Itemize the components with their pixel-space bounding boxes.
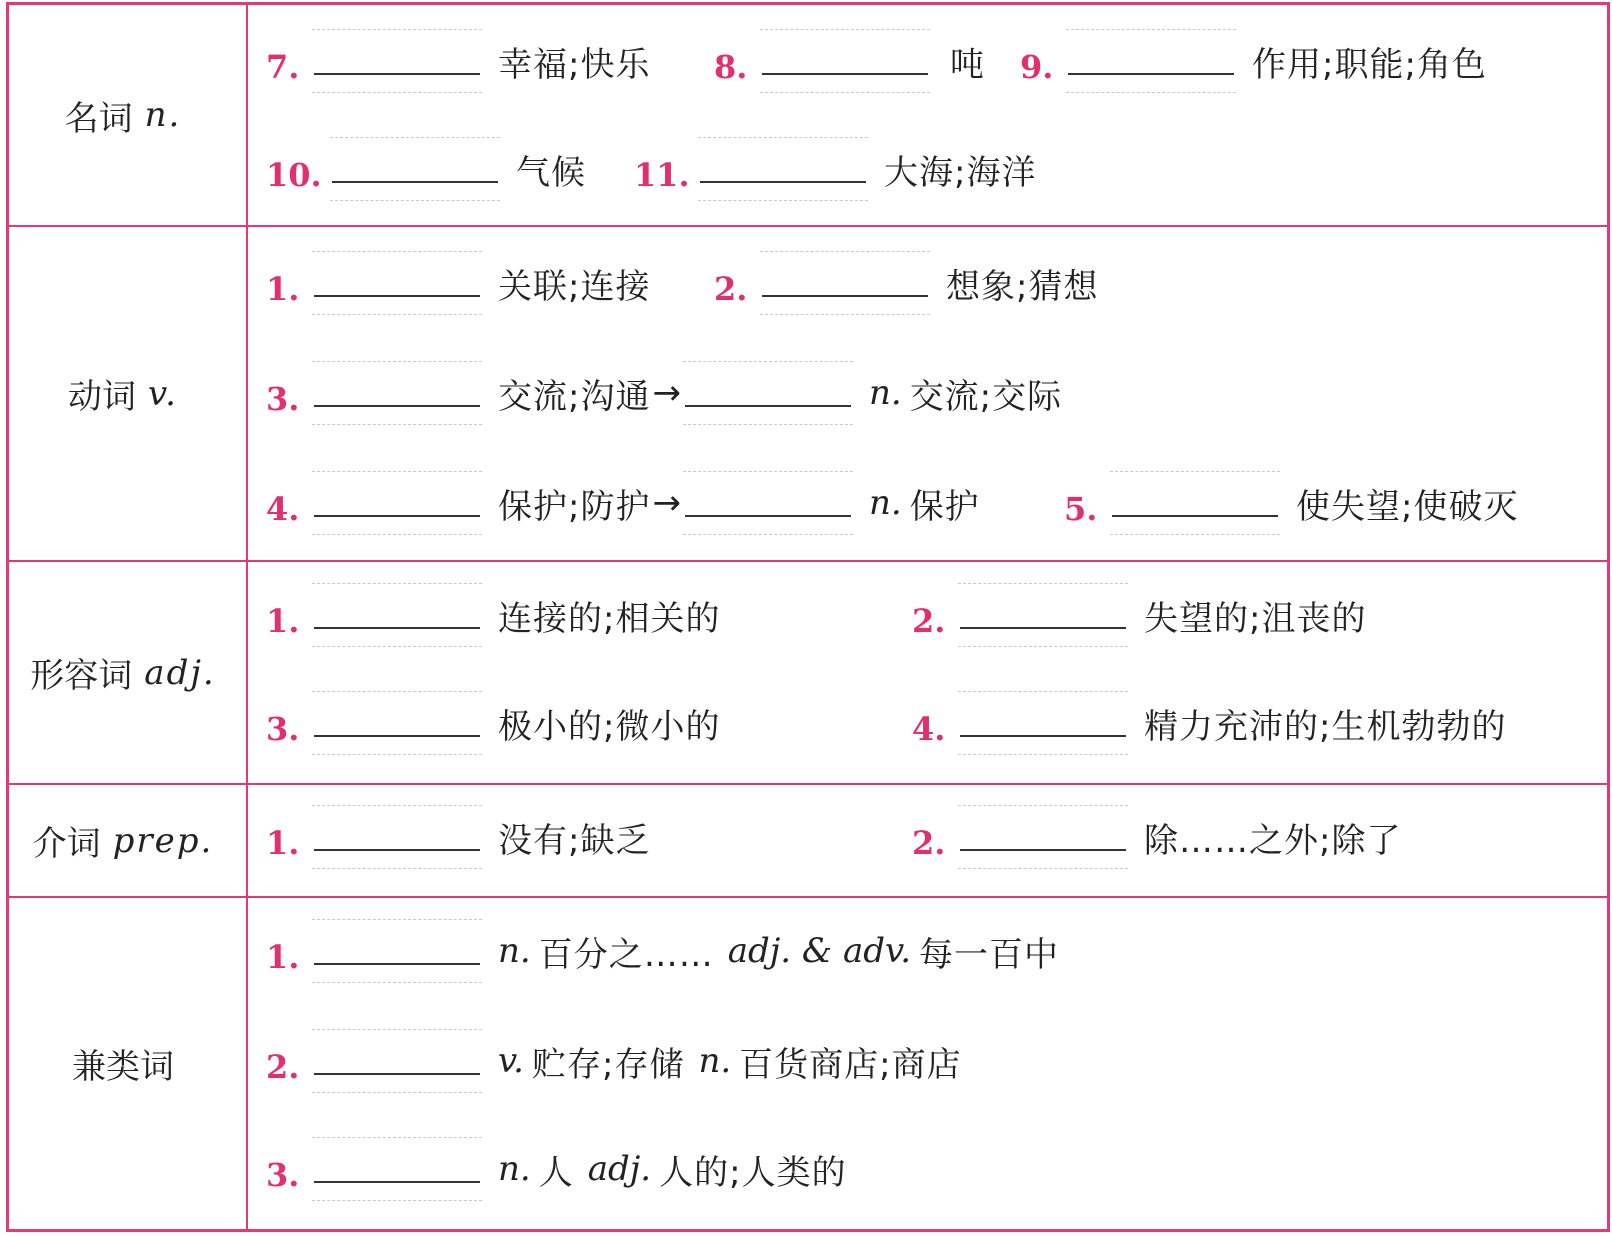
answer-blank[interactable] bbox=[1066, 25, 1236, 97]
category-abbr: adj. bbox=[144, 652, 216, 693]
entry-meaning: 幸福;快乐 bbox=[498, 44, 651, 85]
answer-blank[interactable] bbox=[760, 247, 930, 319]
answer-blank[interactable] bbox=[312, 1133, 482, 1205]
multi-entry-3 bbox=[266, 1124, 847, 1214]
answer-blank[interactable] bbox=[312, 915, 482, 987]
category-label: 兼类词 bbox=[72, 1047, 174, 1087]
entry-meaning: 保护;防护 bbox=[498, 486, 651, 527]
verb-entry-1 bbox=[266, 238, 650, 328]
verb-entry-5 bbox=[1064, 458, 1518, 548]
entry-meaning: 精力充沛的;生机勃勃的 bbox=[1144, 706, 1507, 747]
part-of-speech: n. bbox=[498, 931, 531, 971]
entry-number: 1. bbox=[266, 938, 300, 976]
entry-meaning: 除……之外;除了 bbox=[1144, 820, 1402, 861]
category-noun bbox=[0, 5, 246, 225]
entry-meaning: 百分之…… bbox=[538, 934, 714, 975]
part-of-speech: adj. & adv. bbox=[727, 931, 911, 971]
part-of-speech: v. bbox=[498, 1041, 524, 1081]
category-adj bbox=[0, 562, 246, 783]
table-border-bottom bbox=[8, 1229, 1610, 1232]
entry-number: 10. bbox=[266, 156, 322, 194]
table-border-top bbox=[8, 2, 1610, 5]
answer-blank[interactable] bbox=[312, 801, 482, 873]
entry-meaning: 失望的;沮丧的 bbox=[1144, 598, 1367, 639]
entry-number: 1. bbox=[266, 270, 300, 308]
part-of-speech: n. bbox=[698, 1041, 732, 1081]
derivation-arrow: → bbox=[652, 373, 681, 413]
entry-number: 7. bbox=[266, 48, 300, 86]
entry-meaning: 连接的;相关的 bbox=[498, 598, 721, 639]
row-divider bbox=[8, 783, 1610, 785]
entry-meaning: 使失望;使破灭 bbox=[1296, 486, 1519, 527]
entry-number: 1. bbox=[266, 602, 300, 640]
multi-entry-2 bbox=[266, 1016, 962, 1106]
category-verb bbox=[0, 227, 246, 560]
entry-meaning: 大海;海洋 bbox=[884, 152, 1037, 193]
adj-entry-1 bbox=[266, 570, 720, 660]
row-divider bbox=[8, 896, 1610, 898]
entry-meaning: 作用;职能;角色 bbox=[1252, 44, 1487, 85]
noun-entry-10 bbox=[266, 124, 586, 214]
entry-meaning: 百货商店;商店 bbox=[739, 1044, 962, 1085]
entry-meaning: 贮存;存储 bbox=[531, 1044, 685, 1085]
part-of-speech: n. bbox=[868, 483, 902, 523]
part-of-speech: adj. bbox=[587, 1149, 652, 1189]
verb-entry-2 bbox=[714, 238, 1098, 328]
entry-meaning: 保护 bbox=[909, 486, 980, 527]
entry-meaning: 没有;缺乏 bbox=[498, 820, 651, 861]
entry-number: 2. bbox=[714, 270, 748, 308]
entry-number: 3. bbox=[266, 710, 300, 748]
answer-blank[interactable] bbox=[312, 579, 482, 651]
entry-meaning: 人的;人类的 bbox=[659, 1152, 847, 1193]
category-abbr: n. bbox=[144, 95, 182, 135]
answer-blank[interactable] bbox=[958, 801, 1128, 873]
prep-entry-2 bbox=[912, 792, 1401, 882]
noun-entry-11 bbox=[634, 124, 1036, 214]
derivation-arrow: → bbox=[652, 483, 681, 523]
category-multi bbox=[0, 898, 246, 1229]
answer-blank[interactable] bbox=[312, 1025, 482, 1097]
entry-number: 2. bbox=[912, 602, 946, 640]
entry-number: 2. bbox=[912, 824, 946, 862]
row-divider bbox=[8, 560, 1610, 562]
column-divider bbox=[246, 2, 248, 1232]
answer-blank[interactable] bbox=[760, 25, 930, 97]
noun-entry-8 bbox=[714, 16, 985, 106]
adj-entry-3 bbox=[266, 678, 720, 768]
answer-blank[interactable] bbox=[1110, 467, 1280, 539]
answer-blank[interactable] bbox=[698, 133, 868, 205]
answer-blank[interactable] bbox=[312, 25, 482, 97]
entry-meaning: 人 bbox=[538, 1152, 574, 1193]
entry-meaning: 关联;连接 bbox=[498, 266, 651, 307]
answer-blank[interactable] bbox=[683, 467, 853, 539]
part-of-speech: n. bbox=[868, 373, 902, 413]
noun-entry-7 bbox=[266, 16, 650, 106]
entry-meaning: 极小的;微小的 bbox=[498, 706, 721, 747]
noun-entry-9 bbox=[1020, 16, 1487, 106]
answer-blank[interactable] bbox=[958, 579, 1128, 651]
category-label: 形容词 bbox=[30, 656, 133, 696]
entry-meaning: 气候 bbox=[516, 152, 586, 193]
answer-blank[interactable] bbox=[312, 687, 482, 759]
entry-number: 3. bbox=[266, 1156, 300, 1194]
entry-number: 4. bbox=[266, 490, 300, 528]
entry-meaning: 交流;沟通 bbox=[498, 376, 651, 417]
entry-meaning: 吨 bbox=[950, 44, 985, 85]
entry-meaning: 交流;交际 bbox=[909, 376, 1063, 417]
category-label: 动词 bbox=[68, 377, 136, 417]
table-border-right bbox=[1607, 2, 1610, 1232]
verb-entry-4 bbox=[266, 458, 980, 548]
entry-number: 1. bbox=[266, 824, 300, 862]
entry-number: 2. bbox=[266, 1048, 300, 1086]
category-abbr: prep. bbox=[112, 820, 214, 861]
entry-meaning: 想象;猜想 bbox=[946, 266, 1099, 307]
entry-number: 9. bbox=[1020, 48, 1054, 86]
entry-meaning: 每一百中 bbox=[919, 934, 1059, 975]
multi-entry-1 bbox=[266, 906, 1059, 996]
answer-blank[interactable] bbox=[958, 687, 1128, 759]
answer-blank[interactable] bbox=[312, 247, 482, 319]
part-of-speech: n. bbox=[498, 1149, 531, 1189]
category-prep bbox=[0, 785, 246, 896]
answer-blank[interactable] bbox=[312, 467, 482, 539]
category-label: 名词 bbox=[64, 98, 133, 139]
prep-entry-1 bbox=[266, 792, 650, 882]
adj-entry-2 bbox=[912, 570, 1366, 660]
entry-number: 5. bbox=[1064, 490, 1098, 528]
entry-number: 3. bbox=[266, 380, 300, 418]
adj-entry-4 bbox=[912, 678, 1506, 768]
entry-number: 4. bbox=[912, 710, 946, 748]
entry-number: 11. bbox=[634, 156, 690, 194]
entry-number: 8. bbox=[714, 48, 748, 86]
category-label: 介词 bbox=[32, 824, 101, 864]
answer-blank[interactable] bbox=[683, 357, 853, 429]
answer-blank[interactable] bbox=[330, 133, 500, 205]
verb-entry-3 bbox=[266, 348, 1062, 438]
row-divider bbox=[8, 225, 1610, 227]
answer-blank[interactable] bbox=[312, 357, 482, 429]
category-abbr: v. bbox=[148, 373, 178, 414]
